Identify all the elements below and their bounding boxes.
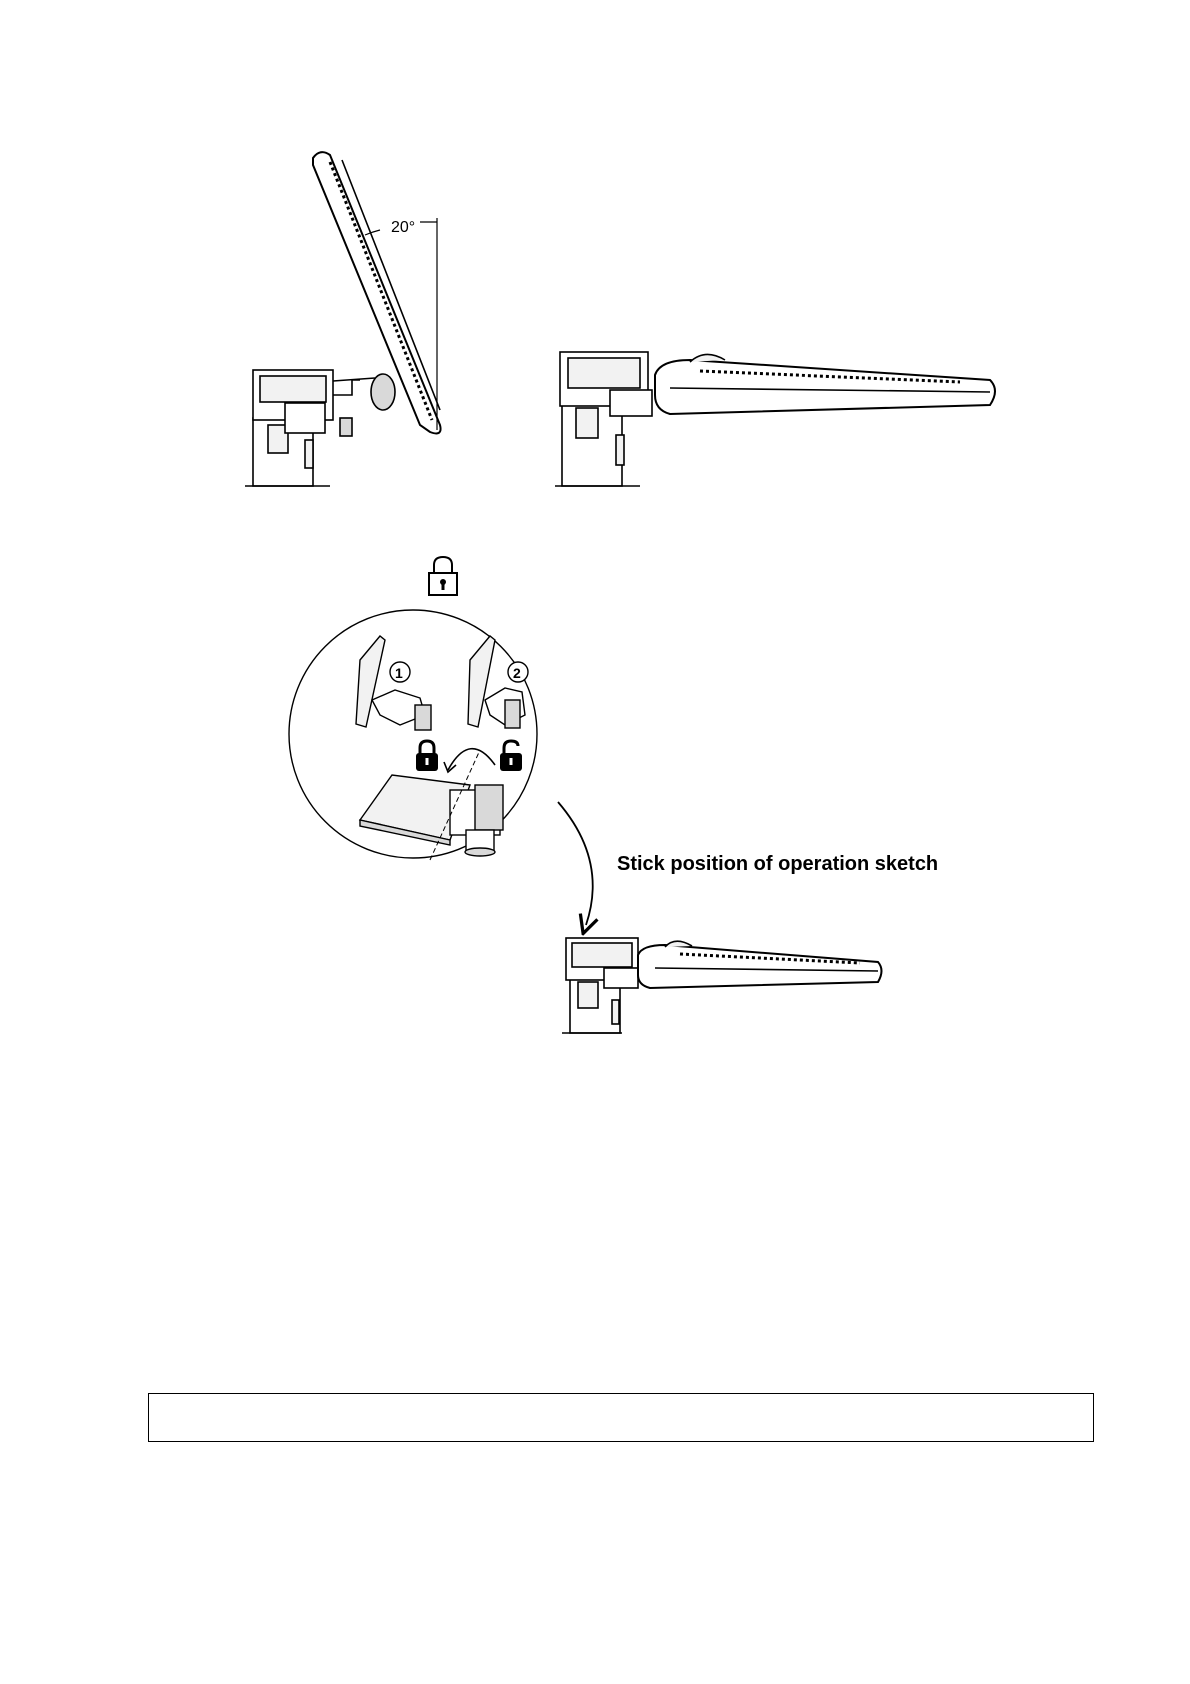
curved-arrow-icon — [558, 802, 593, 925]
lock-icon — [429, 557, 457, 595]
folded-monitor-view — [555, 352, 995, 486]
result-folded-view — [562, 938, 882, 1033]
diagram-caption: Stick position of operation sketch — [617, 853, 939, 875]
step-1-marker: 1 — [395, 665, 403, 681]
detail-circle — [289, 610, 537, 860]
step-2-marker: 2 — [513, 665, 521, 681]
tilted-monitor-view — [245, 152, 441, 486]
empty-text-box — [148, 1393, 1094, 1442]
tilt-angle-label: 20° — [391, 219, 416, 236]
